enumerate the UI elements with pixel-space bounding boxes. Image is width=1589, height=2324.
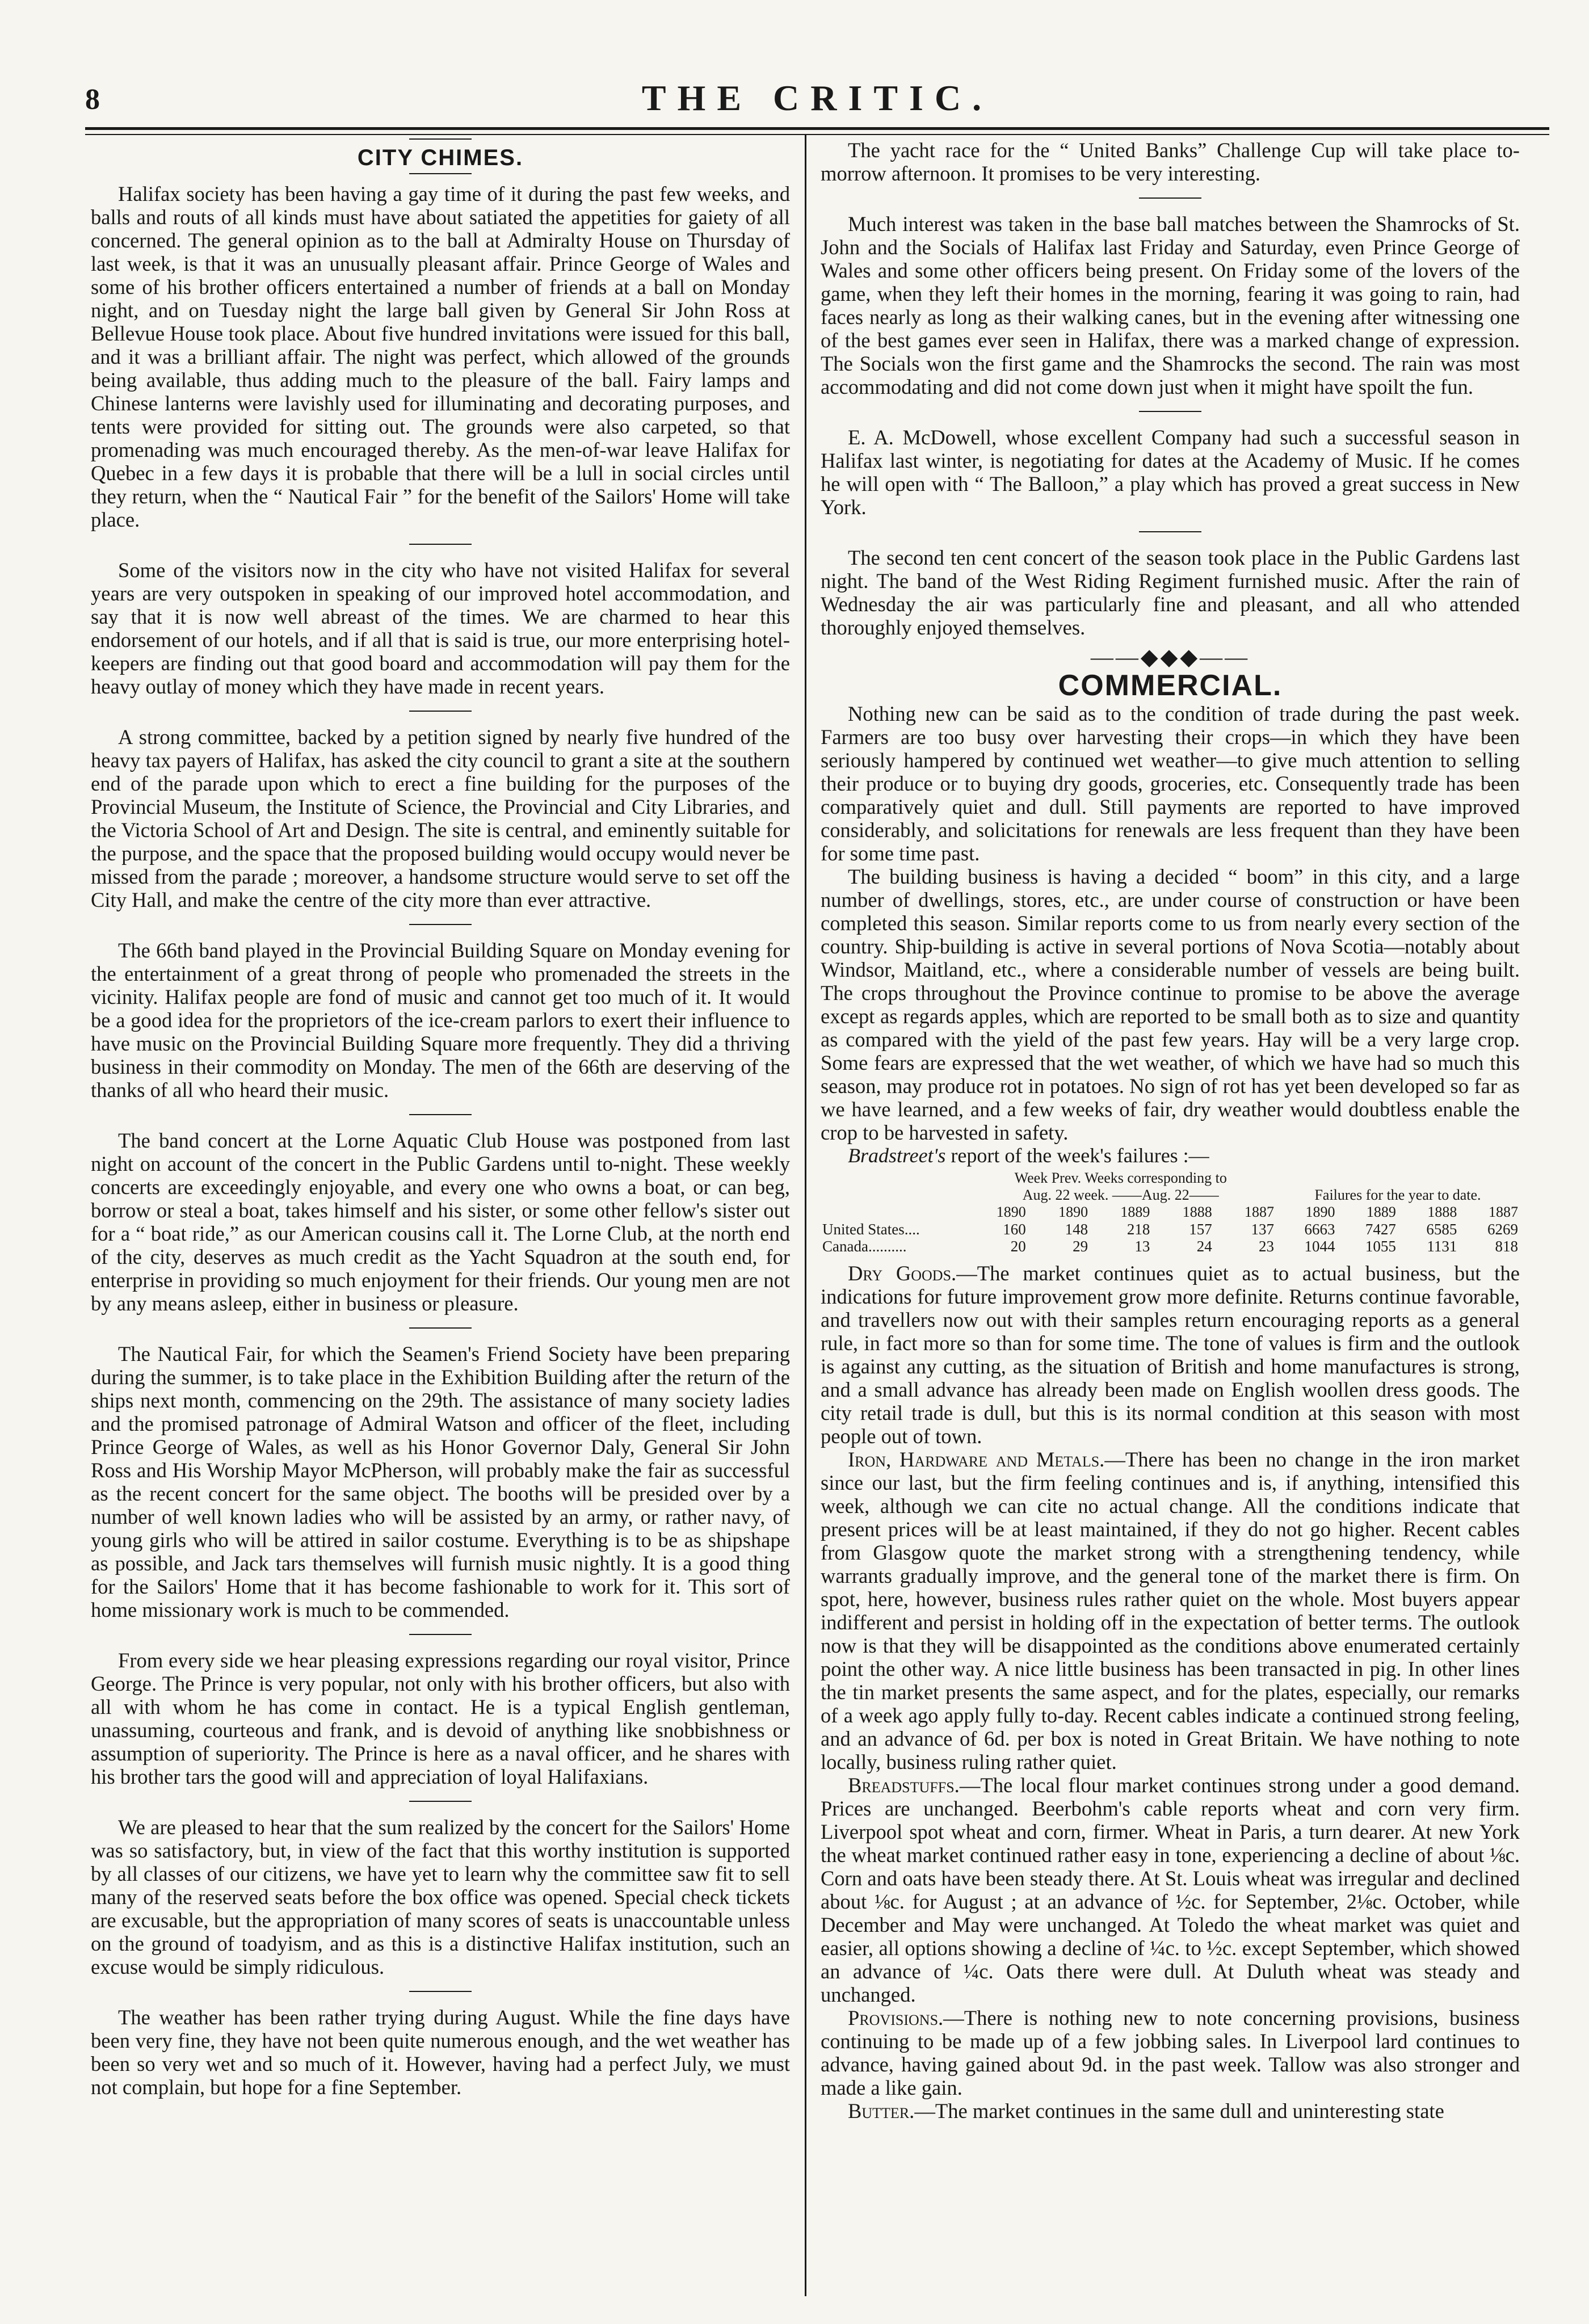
table-cell: 218 [1126, 1221, 1150, 1238]
article-paragraph: A strong committee, backed by a petition signed by nearly five hundred of the heavy tax payers of Halifax, has asked the city council to grant a site at the southern end of the parade upon which to erect a fine building for the purposes of the Provincial Museum, the Institute of Science, the Provincial and City Libraries, and the Victoria School of Art and Design. The site is central, and eminently suitable for the purpose, and the space that the proposed building would occupy would never be missed from the parade ; moreover, a handsome structure would serve to set off the City Hall, and make the centre of the city more than ever attractive. [91, 725, 790, 911]
market-heading: Iron, Hardware and Metals. [848, 1448, 1105, 1471]
year-header: 1888 [1427, 1204, 1457, 1220]
table-group-header: Failures for the year to date. [1314, 1187, 1481, 1203]
article-paragraph: The yacht race for the “ United Banks” Challenge Cup will take place to-morrow afternoon. It promises to be very interesting. [821, 138, 1520, 185]
article-separator [409, 1991, 472, 1992]
bradstreet-intro-text: report of the week's failures :— [945, 1144, 1209, 1167]
article-paragraph: Halifax society has been having a gay time of it during the past few weeks, and balls and routs of all kinds must have about satiated the appetities for gaiety of all concerned. The general opinion as to the ball at Admiralty House on Thursday of last week, is that it was an unusually pleasant affair. Prince George of Wales and some of his brother officers entertained a number of friends at a ball on Monday night, and on Tuesday night the large ball given by General Sir John Ross at Bellevue House took place. About five hundred invitations were issued for this ball, and it was a brilliant affair. The night was perfect, which allowed of the grounds being available, thus adding much to the pleasure of the ball. Fairy lamps and Chinese lanterns were lavishly used for illuminating and decorating purposes, and tents were provided for sitting out. The grounds were also carpeted, so that promenading was much encouraged thereby. As the men-of-war leave Halifax for Quebec in a few days it is probable that there will be a lull in social circles until they return, when the “ Nautical Fair ” for the benefit of the Sailors' Home will take place. [91, 182, 790, 531]
article-paragraph: E. A. McDowell, whose excellent Company had such a successful season in Halifax last winter, is negotiating for dates at the Academy of Music. If he comes he will open with “ The Balloon,” a play which has proved a great success in New York. [821, 426, 1520, 519]
page-header [85, 73, 1549, 118]
article-paragraph: Much interest was taken in the base ball matches between the Shamrocks of St. John and the Socials of Halifax last Friday and Saturday, even Prince George of Wales and some other officers being present. On Friday some of the lovers of the game, when they left their homes in the morning, fearing it was going to rain, had faces nearly as long as their walking canes, but in the evening after witnessing one of the best games ever seen in Halifax, there was a marked change of expression. The Socials won the first game and the Shamrocks the second. The rain was most accommodating and did not come down just when it might have spoilt the fun. [821, 212, 1520, 398]
row-label: Canada.......... [822, 1238, 907, 1255]
article-paragraph: From every side we hear pleasing expressions regarding our royal visitor, Prince George. The Prince is very popular, not only with his brother officers, but also with all with whom he has come in contact. He is a typical English gentleman, unassuming, courteous and frank, and is devoid of anything like snobbishness or assumption of superiority. The Prince is here as a naval officer, and he shares with his brother tars the good will and appreciation of loyal Halifaxians. [91, 1649, 790, 1788]
article-separator [409, 1801, 472, 1802]
year-header: 1890 [1305, 1204, 1335, 1220]
market-paragraph [821, 1262, 1520, 1448]
city-chimes-title: CITY CHIMES. [357, 145, 524, 170]
article-paragraph: We are pleased to hear that the sum realized by the concert for the Sailors' Home was so satisfactory, but, in view of the fact that this worthy institution is supported by all classes of our citizens, we have yet to learn why the committee saw fit to sell many of the reserved seats before the box office was opened. Special check tickets are excusable, but the appropriation of many scores of seats is unaccountable unless on the ground of toadyism, and as this is a distinctive Halifax institution, such an excuse would be simply ridiculous. [91, 1816, 790, 1978]
table-cell: 160 [1003, 1221, 1026, 1238]
article-paragraph: The weather has been rather trying during August. While the fine days have been very fine, they have not been quite numerous enough, and the wet weather has been so very wet and so much of it. However, having had a perfect July, we must not complain, but hope for a fine September. [91, 2006, 790, 2099]
year-header: 1888 [1182, 1204, 1212, 1220]
year-header: 1889 [1366, 1204, 1396, 1220]
market-heading: Dry Goods. [848, 1262, 957, 1285]
bradstreet-intro [821, 1144, 1520, 1167]
market-paragraph [821, 2099, 1520, 2123]
table-cell: 23 [1258, 1238, 1274, 1255]
year-header: 1890 [996, 1204, 1026, 1220]
table-cell: 137 [1251, 1221, 1274, 1238]
table-header-row [821, 1170, 1520, 1187]
table-cell: 20 [1010, 1238, 1026, 1255]
table-cell: 1131 [1427, 1238, 1457, 1255]
table-year-row [821, 1204, 1520, 1221]
market-text: —There has been no change in the iron market since our last, but the firm feeling continues and is, if anything, intensified this week, although we can cite no actual change. All the conditions indicate that present prices will be at least maintained, if they do not go higher. Recent cables from Glasgow quote the market strong with a strengthening tendency, while warrants gradually improve, and the general tone of the market there is firm. On spot, here, however, business rules rather quiet on the whole. Most buyers appear indifferent and persist in holding off in the expectation of better terms. The outlook now is that they will be disappointed as the conditions above enumerated certainly point the other way. A nice little business has been transacted in pig. In other lines the tin market presents the same aspect, and for the plates, especially, our remarks of a week ago apply fully to-day. Recent cables indicate a continued strong feeling, and an advance of 6d. per box is noted in Great Britain. We have nothing to note locally, business ruling rather quiet. [821, 1448, 1520, 1774]
article-paragraph: The second ten cent concert of the season took place in the Public Gardens last night. The band of the West Riding Regiment furnished music. After the rain of Wednesday the air was particularly fine and pleasant, and all who attended thoroughly enjoyed themselves. [821, 546, 1520, 639]
article-separator [1139, 411, 1201, 412]
table-cell: 24 [1196, 1238, 1212, 1255]
market-paragraph [821, 1448, 1520, 1774]
market-text: —The local flour market continues strong under a good demand. Prices are unchanged. Beerbohm's cable reports wheat and corn very firm. Liverpool spot wheat and corn, firmer. Wheat in Paris, a turn dearer. At new York the wheat market continued rather easy in tone, experiencing a decline of about ⅛c. Corn and oats have been steady there. At St. Louis wheat was irregular and declined about ⅛c. for August ; at an advance of ½c. for September, 2⅛c. October, while December and May were unchanged. At Toledo the wheat market was quiet and easier, all options showing a decline of ¼c. to ½c. except September, which showed an advance of ¼c. Oats there were dull. At Duluth wheat was steady and unchanged. [821, 1774, 1520, 2006]
row-label: United States.... [822, 1221, 920, 1238]
table-row [821, 1221, 1520, 1238]
article-paragraph: The band concert at the Lorne Aquatic Club House was postponed from last night on account of the concert in the Public Gardens until to-night. These weekly concerts are exceedingly enjoyable, and every one who owns a boat, or can beg, borrow or steal a boat, takes himself and his sister, or some other fellow's sister out for a “ boat ride,” as our American cousins call it. The Lorne Club, at the north end of the city, deserves as much credit as the Yacht Squadron at the south end, for enterprise in providing so much enjoyment for their friends. Our young men are not by any means asleep, either in business or pleasure. [91, 1129, 790, 1315]
year-header: 1889 [1120, 1204, 1150, 1220]
right-column [821, 138, 1520, 2123]
article-separator [409, 544, 472, 545]
table-cell: 157 [1189, 1221, 1212, 1238]
market-text: —There is nothing new to note concerning provisions, business continuing to be made up of a few jobbing sales. In Liverpool lard continues to advance, having gained about 9d. in the past week. Tallow was also stronger and made a like gain. [821, 2006, 1520, 2099]
table-group-header: Week Prev. Weeks corresponding to [1014, 1170, 1227, 1186]
commercial-title: COMMERCIAL. [1058, 669, 1283, 702]
bradstreet-name: Bradstreet's [848, 1144, 946, 1167]
article-separator [409, 924, 472, 925]
market-text: —The market continues in the same dull and uninteresting state [914, 2099, 1444, 2123]
page-number: 8 [85, 83, 100, 116]
table-cell: 1055 [1365, 1238, 1396, 1255]
article-separator [1139, 197, 1201, 199]
column-divider [805, 134, 806, 2296]
article-paragraph: The building business is having a decided “ boom” in this city, and a large number of dwellings, stores, etc., are under course of construction or have been completed this season. Similar reports come to us from nearly every section of the country. Ship-building is active in several portions of Nova Scotia—notably about Windsor, Maitland, etc., where a considerable number of vessels are being built. The crops throughout the Province continue to promise to be above the average except as regards apples, which are reported to be small both as to size and quantity as compared with the yield of the past few years. Hay will be a very large crop. Some fears are expressed that the wet weather, of which we have had so much this season, may produce rot in potatoes. No sign of rot has yet been developed so far as we have learned, and a few weeks of fair, dry weather would doubtless enable the crop to be harvested in safety. [821, 865, 1520, 1144]
article-paragraph: Some of the visitors now in the city who have not visited Halifax for several years are very outspoken in speaking of our improved hotel accommodation, and say that it is now well abreast of the times. We are charmed to hear this endorsement of our hotels, and if all that is said is true, our more enterprising hotel-keepers are finding out that good board and accommodation will pay them for the heavy outlay of money which they have made in recent years. [91, 558, 790, 698]
table-group-header [1276, 1170, 1520, 1187]
section-rule [409, 138, 472, 140]
left-column [91, 138, 790, 2099]
article-separator [409, 1634, 472, 1635]
article-separator [1139, 531, 1201, 532]
market-paragraph [821, 1774, 1520, 2006]
article-separator [409, 711, 472, 712]
table-cell: 6269 [1487, 1221, 1518, 1238]
article-paragraph: Nothing new can be said as to the condition of trade during the past week. Farmers are too busy over harvesting their crops—in which they have been seriously hampered by continued wet weather—to give much attention to selling their produce or to buying dry goods, groceries, etc. Consequently trade has been comparatively quiet and dull. Still payments are reported to have improved considerably, and solicitations for renewals are less frequent than they have been for some time past. [821, 702, 1520, 865]
masthead-title: THE CRITIC. [641, 78, 993, 118]
market-text: —The market continues quiet as to actual business, but the indications for future improvement grow more definite. Returns continue favorable, and travellers now out with their samples return encouraging reports as a general rule, in fact more so than for some time. The tone of values is firm and the outlook is against any cutting, as the situation of British and home manufactures is strong, and a small advance has already been made on English woollen dress goods. The city retail trade is dull, but this is its normal condition at this season with most people out of town. [821, 1262, 1520, 1448]
market-heading: Butter. [848, 2099, 915, 2123]
year-header: 1887 [1489, 1204, 1518, 1220]
table-group-header: Aug. 22 week. ——Aug. 22—— [1022, 1187, 1219, 1203]
table-cell: 7427 [1365, 1221, 1396, 1238]
market-heading: Provisions. [848, 2006, 944, 2029]
ornament-divider: ——◆◆◆—— [1090, 644, 1250, 670]
year-header: 1890 [1058, 1204, 1088, 1220]
section-rule [409, 173, 472, 174]
header-rule-thick [85, 127, 1549, 130]
article-separator [409, 1114, 472, 1115]
table-cell: 29 [1073, 1238, 1088, 1255]
table-cell: 6663 [1304, 1221, 1335, 1238]
table-cell: 818 [1495, 1238, 1518, 1255]
article-separator [409, 1327, 472, 1329]
market-paragraph [821, 2006, 1520, 2099]
failures-table [821, 1170, 1520, 1255]
year-header: 1887 [1244, 1204, 1274, 1220]
header-rule-thin [85, 134, 1549, 135]
article-paragraph: The Nautical Fair, for which the Seamen's Friend Society have been preparing during the summer, is to take place in the Exhibition Building after the return of the ships next month, commencing on the 29th. The assistance of many society ladies and the promised patronage of Admiral Watson and officer of the fleet, including Prince George of Wales, as well as his Honor Governor Daly, General Sir John Ross and His Worship Mayor McPherson, will probably make the fair as successful as the recent concert for the same object. The booths will be presided over by a number of well known ladies who will be assisted by an army, or rather navy, of young girls who will be attired in sailor costume. Everything is to be as shipshape as possible, and Jack tars themselves will furnish music nightly. It is a good thing for the Sailors' Home that it has become fashionable to work for it. This sort of home missionary work is much to be commended. [91, 1342, 790, 1621]
table-header-row [821, 1187, 1520, 1204]
table-cell: 148 [1065, 1221, 1088, 1238]
table-row [821, 1238, 1520, 1255]
table-cell: 1044 [1304, 1238, 1335, 1255]
article-paragraph: The 66th band played in the Provincial Building Square on Monday evening for the entertainment of a great throng of people who promenaded the streets in the vicinity. Halifax people are fond of music and cannot get too much of it. It would be a good idea for the proprietors of the ice-cream parlors to exert their influence to have music on the Provincial Building Square more frequently. They did a thriving business in their commodity on Monday. The men of the 66th are deserving of the thanks of all who heard their music. [91, 939, 790, 1102]
table-cell: 6585 [1426, 1221, 1457, 1238]
market-heading: Breadstuffs. [848, 1774, 960, 1797]
table-cell: 13 [1134, 1238, 1150, 1255]
